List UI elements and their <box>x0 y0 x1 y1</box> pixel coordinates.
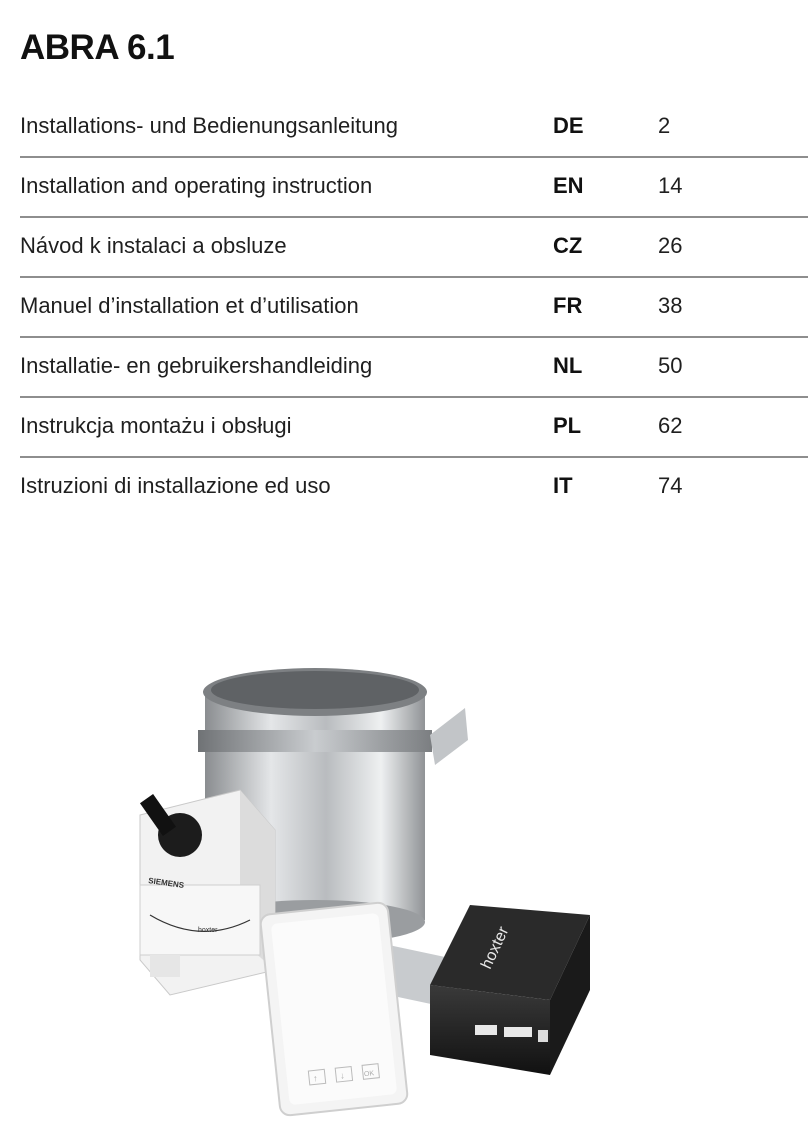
toc-language-code: NL <box>553 353 583 378</box>
toc-language-code: EN <box>553 173 584 198</box>
toc-row-en[interactable] <box>20 158 808 218</box>
toc-language-code: CZ <box>553 233 583 258</box>
actuator <box>140 790 275 995</box>
toc-row-fr[interactable] <box>20 278 808 338</box>
actuator-brand-text: SIEMENS <box>147 876 185 890</box>
ok-button-label: OK <box>363 1070 375 1079</box>
toc-row-pl[interactable] <box>20 398 808 458</box>
actuator-logo-text: hoxter <box>198 927 218 934</box>
toc-page-number: 50 <box>658 353 683 378</box>
up-button-label: ↑ <box>312 1073 319 1084</box>
toc-language-code: IT <box>553 473 573 498</box>
toc-page-number: 38 <box>658 293 683 318</box>
toc-language-code: PL <box>553 413 582 438</box>
toc-label: Manuel d’installation et d’utilisation <box>20 293 359 318</box>
toc-page-number: 62 <box>658 413 683 438</box>
language-table-of-contents <box>20 98 808 518</box>
toc-row-it[interactable] <box>20 458 808 518</box>
toc-language-code: DE <box>553 113 584 138</box>
toc-page-number: 74 <box>658 473 683 498</box>
toc-label: Instrukcja montażu i obsługi <box>20 413 292 438</box>
control-box-logo-text: hoxter <box>478 924 513 972</box>
down-button-label: ↓ <box>339 1070 346 1081</box>
toc-language-code: FR <box>553 293 583 318</box>
document-title: ABRA 6.1 <box>20 28 175 67</box>
toc-row-nl[interactable] <box>20 338 808 398</box>
toc-label: Installatie- en gebruikershandleiding <box>20 353 373 378</box>
toc-page-number: 26 <box>658 233 683 258</box>
toc-page-number: 2 <box>658 113 671 138</box>
toc-label: Istruzioni di installazione ed uso <box>20 473 331 498</box>
toc-label: Installation and operating instruction <box>20 173 373 198</box>
toc-row-cz[interactable] <box>20 218 808 278</box>
toc-label: Návod k instalaci a obsluze <box>20 233 287 258</box>
toc-page-number: 14 <box>658 173 683 198</box>
toc-label: Installations- und Bedienungsanleitung <box>20 113 398 138</box>
toc-row-de[interactable] <box>20 98 808 158</box>
control-box <box>430 905 590 1075</box>
wall-controller <box>260 902 408 1116</box>
product-photo <box>130 640 600 1120</box>
